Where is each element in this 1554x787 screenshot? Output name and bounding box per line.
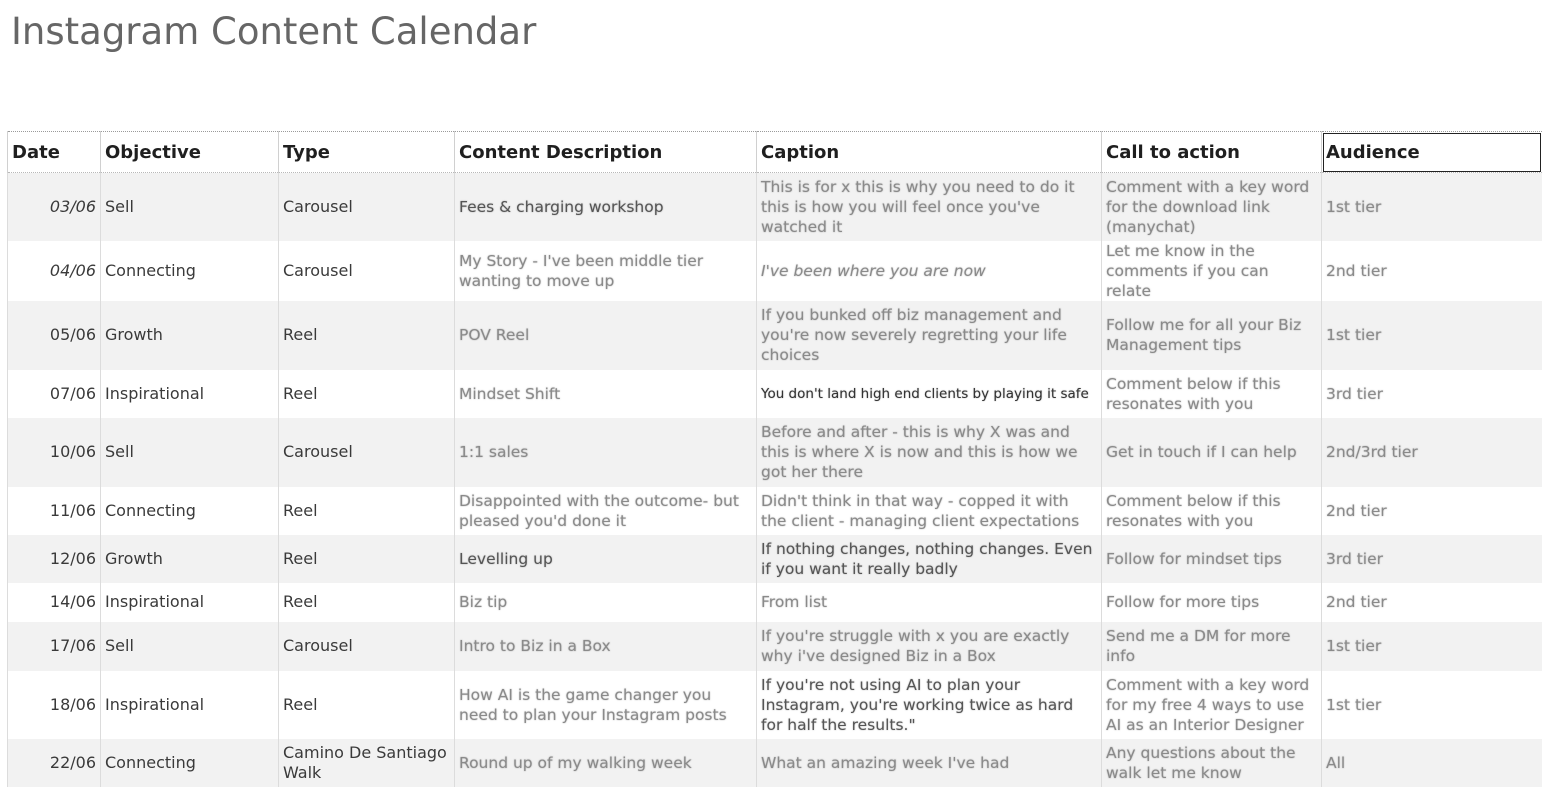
column-header-audience[interactable]: Audience [1322,132,1542,173]
type-cell[interactable]: Reel [279,487,455,535]
description-cell[interactable]: How AI is the game changer you need to plan your Instagram posts [455,671,757,739]
table-row [8,370,1542,418]
type-cell[interactable]: Carousel [279,173,455,241]
cta-cell[interactable]: Comment below if this resonates with you [1102,487,1322,535]
column-header-objective[interactable]: Objective [101,132,279,173]
column-header-caption[interactable]: Caption [757,132,1102,173]
date-cell[interactable]: 14/06 [8,583,101,622]
cta-cell[interactable]: Let me know in the comments if you can relate [1102,241,1322,301]
type-cell[interactable]: Carousel [279,418,455,487]
caption-cell[interactable]: If you're struggle with x you are exactly why i've designed Biz in a Box [757,622,1102,671]
description-cell[interactable]: Round up of my walking week [455,739,757,787]
column-header-type[interactable]: Type [279,132,455,173]
table-row [8,418,1542,487]
audience-cell[interactable]: 1st tier [1322,622,1542,671]
type-cell[interactable]: Reel [279,370,455,418]
date-cell[interactable]: 17/06 [8,622,101,671]
audience-cell[interactable]: 2nd tier [1322,487,1542,535]
description-cell[interactable]: Mindset Shift [455,370,757,418]
objective-cell[interactable]: Inspirational [101,370,279,418]
audience-cell[interactable]: 2nd tier [1322,241,1542,301]
caption-cell[interactable]: From list [757,583,1102,622]
objective-cell[interactable]: Sell [101,173,279,241]
date-cell[interactable]: 22/06 [8,739,101,787]
caption-cell[interactable]: Didn't think in that way - copped it with the client - managing client expectations [757,487,1102,535]
caption-cell[interactable]: You don't land high end clients by playing it safe [757,370,1102,418]
audience-cell[interactable]: 1st tier [1322,671,1542,739]
objective-cell[interactable]: Connecting [101,739,279,787]
cta-cell[interactable]: Any questions about the walk let me know [1102,739,1322,787]
table-row [8,671,1542,739]
table-row [8,487,1542,535]
objective-cell[interactable]: Inspirational [101,671,279,739]
page-title: Instagram Content Calendar [11,10,537,53]
audience-cell[interactable]: 3rd tier [1322,370,1542,418]
table-row [8,535,1542,583]
caption-cell[interactable]: If nothing changes, nothing changes. Even if you want it really badly [757,535,1102,583]
column-header-call-to-action[interactable]: Call to action [1102,132,1322,173]
table-row [8,173,1542,241]
cta-cell[interactable]: Follow for more tips [1102,583,1322,622]
content-calendar-table [7,131,1542,787]
description-cell[interactable]: Levelling up [455,535,757,583]
caption-cell[interactable]: If you're not using AI to plan your Instagram, you're working twice as hard for half the results." [757,671,1102,739]
audience-cell[interactable]: 1st tier [1322,173,1542,241]
objective-cell[interactable]: Growth [101,301,279,370]
cta-cell[interactable]: Get in touch if I can help [1102,418,1322,487]
objective-cell[interactable]: Sell [101,622,279,671]
cta-cell[interactable]: Follow me for all your Biz Management tips [1102,301,1322,370]
type-cell[interactable]: Reel [279,535,455,583]
table-row [8,622,1542,671]
audience-cell[interactable]: 2nd tier [1322,583,1542,622]
description-cell[interactable]: 1:1 sales [455,418,757,487]
table-row [8,241,1542,301]
audience-cell[interactable]: 1st tier [1322,301,1542,370]
audience-cell[interactable]: All [1322,739,1542,787]
objective-cell[interactable]: Inspirational [101,583,279,622]
description-cell[interactable]: POV Reel [455,301,757,370]
cta-cell[interactable]: Send me a DM for more info [1102,622,1322,671]
caption-cell[interactable]: What an amazing week I've had [757,739,1102,787]
date-cell[interactable]: 10/06 [8,418,101,487]
type-cell[interactable]: Reel [279,583,455,622]
column-header-date[interactable]: Date [8,132,101,173]
date-cell[interactable]: 12/06 [8,535,101,583]
objective-cell[interactable]: Sell [101,418,279,487]
caption-cell[interactable]: If you bunked off biz management and you're now severely regretting your life choices [757,301,1102,370]
objective-cell[interactable]: Connecting [101,241,279,301]
audience-cell[interactable]: 2nd/3rd tier [1322,418,1542,487]
type-cell[interactable]: Reel [279,301,455,370]
date-cell[interactable]: 07/06 [8,370,101,418]
objective-cell[interactable]: Connecting [101,487,279,535]
table-row [8,583,1542,622]
table-row [8,301,1542,370]
description-cell[interactable]: My Story - I've been middle tier wanting to move up [455,241,757,301]
description-cell[interactable]: Intro to Biz in a Box [455,622,757,671]
table-row [8,739,1542,787]
description-cell[interactable]: Disappointed with the outcome- but pleased you'd done it [455,487,757,535]
caption-cell[interactable]: This is for x this is why you need to do it this is how you will feel once you've watched it [757,173,1102,241]
caption-cell[interactable]: I've been where you are now [757,241,1102,301]
type-cell[interactable]: Camino De Santiago Walk [279,739,455,787]
caption-cell[interactable]: Before and after - this is why X was and this is where X is now and this is how we got her there [757,418,1102,487]
type-cell[interactable]: Carousel [279,622,455,671]
column-header-content-description[interactable]: Content Description [455,132,757,173]
date-cell[interactable]: 11/06 [8,487,101,535]
type-cell[interactable]: Reel [279,671,455,739]
cta-cell[interactable]: Comment below if this resonates with you [1102,370,1322,418]
description-cell[interactable]: Fees & charging workshop [455,173,757,241]
cta-cell[interactable]: Comment with a key word for the download link (manychat) [1102,173,1322,241]
cta-cell[interactable]: Follow for mindset tips [1102,535,1322,583]
header-row [8,132,1542,173]
date-cell[interactable]: 05/06 [8,301,101,370]
objective-cell[interactable]: Growth [101,535,279,583]
type-cell[interactable]: Carousel [279,241,455,301]
cta-cell[interactable]: Comment with a key word for my free 4 ways to use AI as an Interior Designer [1102,671,1322,739]
date-cell[interactable]: 18/06 [8,671,101,739]
audience-cell[interactable]: 3rd tier [1322,535,1542,583]
date-cell[interactable]: 03/06 [8,173,101,241]
description-cell[interactable]: Biz tip [455,583,757,622]
date-cell[interactable]: 04/06 [8,241,101,301]
